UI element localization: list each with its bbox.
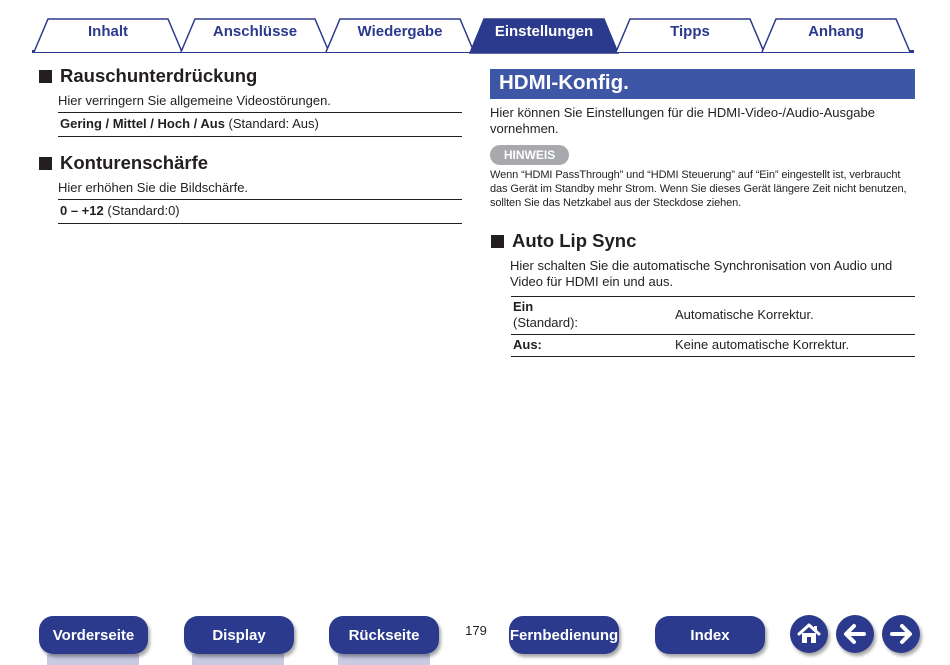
- section-heading: [38, 152, 462, 174]
- tab-label: Anschlüsse: [212, 23, 298, 40]
- home-button[interactable]: [790, 615, 828, 653]
- tab-einstellungen[interactable]: [469, 17, 619, 53]
- tab-inhalt[interactable]: [33, 17, 183, 53]
- note-text: Wenn “HDMI PassThrough” und “HDMI Steuerung” auf “Ein” eingestellt ist, verbraucht das Gerät im Standby mehr Strom. Wenn Sie dieses Gerät längere Zeit nicht benutzen, sollten Sie das Netzkabel aus der Steckdose ziehen.: [490, 169, 907, 209]
- table-key-sub: (Standard):: [513, 315, 579, 330]
- button-underlay: [338, 654, 430, 665]
- rueckseite-button[interactable]: Rückseite: [329, 616, 439, 654]
- arrow-right-icon: [882, 615, 920, 653]
- home-icon: [790, 615, 828, 653]
- display-button[interactable]: Display: [184, 616, 294, 654]
- table-key-cell: [511, 335, 673, 356]
- tab-anhang[interactable]: [761, 17, 911, 53]
- section-title: Rauschunterdrückung: [60, 65, 258, 86]
- options-default: (Standard:0): [103, 203, 180, 218]
- tab-tipps[interactable]: [615, 17, 765, 53]
- back-button[interactable]: [836, 615, 874, 653]
- fernbedienung-button[interactable]: Fernbedienung: [509, 616, 619, 654]
- tab-label: Einstellungen: [494, 23, 594, 40]
- section-description: Hier schalten Sie die automatische Synchronisation von Audio und Video für HDMI ein und aus.: [510, 258, 893, 289]
- button-underlay: [47, 654, 139, 665]
- tab-label: Anhang: [808, 23, 864, 40]
- section-konturenschaerfe: [38, 152, 462, 224]
- table-row: [511, 335, 915, 357]
- vorderseite-button[interactable]: Vorderseite: [39, 616, 148, 654]
- table-value: Automatische Korrektur.: [675, 307, 814, 322]
- square-bullet-icon: [39, 70, 52, 83]
- options-row: [58, 112, 462, 137]
- square-bullet-icon: [491, 235, 504, 248]
- options-values: 0 – +12: [60, 203, 104, 218]
- section-auto-lip-sync: [490, 230, 915, 357]
- page-description: Hier können Sie Einstellungen für die HDMI-Video-/Audio-Ausgabe vornehmen.: [490, 105, 875, 136]
- options-values: Gering / Mittel / Hoch / Aus: [60, 116, 225, 131]
- section-description: Hier verringern Sie allgemeine Videostörungen.: [58, 93, 331, 108]
- section-title: Auto Lip Sync: [512, 230, 637, 251]
- square-bullet-icon: [39, 157, 52, 170]
- section-heading: [38, 65, 462, 87]
- note-badge: HINWEIS: [490, 145, 569, 165]
- options-row: [58, 199, 462, 224]
- tab-label: Wiedergabe: [357, 23, 443, 40]
- settings-table: [511, 296, 915, 357]
- table-row: [511, 297, 915, 335]
- index-button[interactable]: Index: [655, 616, 765, 654]
- section-description: Hier erhöhen Sie die Bildschärfe.: [58, 180, 249, 195]
- forward-button[interactable]: [882, 615, 920, 653]
- button-underlay: [192, 654, 284, 665]
- tab-anschluesse[interactable]: [180, 17, 330, 53]
- table-key-cell: [511, 297, 673, 334]
- page-title-banner: HDMI-Konfig.: [490, 69, 915, 99]
- table-key: Aus:: [513, 337, 542, 352]
- section-heading: [490, 230, 915, 252]
- table-key: Ein: [513, 299, 534, 314]
- tab-bar: [0, 0, 950, 60]
- tab-label: Tipps: [670, 23, 710, 40]
- table-value: Keine automatische Korrektur.: [675, 337, 850, 352]
- arrow-left-icon: [836, 615, 874, 653]
- section-title: Konturenschärfe: [60, 152, 209, 173]
- section-rauschunterdrueckung: [38, 65, 462, 137]
- tab-label: Inhalt: [88, 23, 128, 40]
- options-default: (Standard: Aus): [224, 116, 319, 131]
- tab-wiedergabe[interactable]: [325, 17, 475, 53]
- page-number: 179: [465, 623, 487, 638]
